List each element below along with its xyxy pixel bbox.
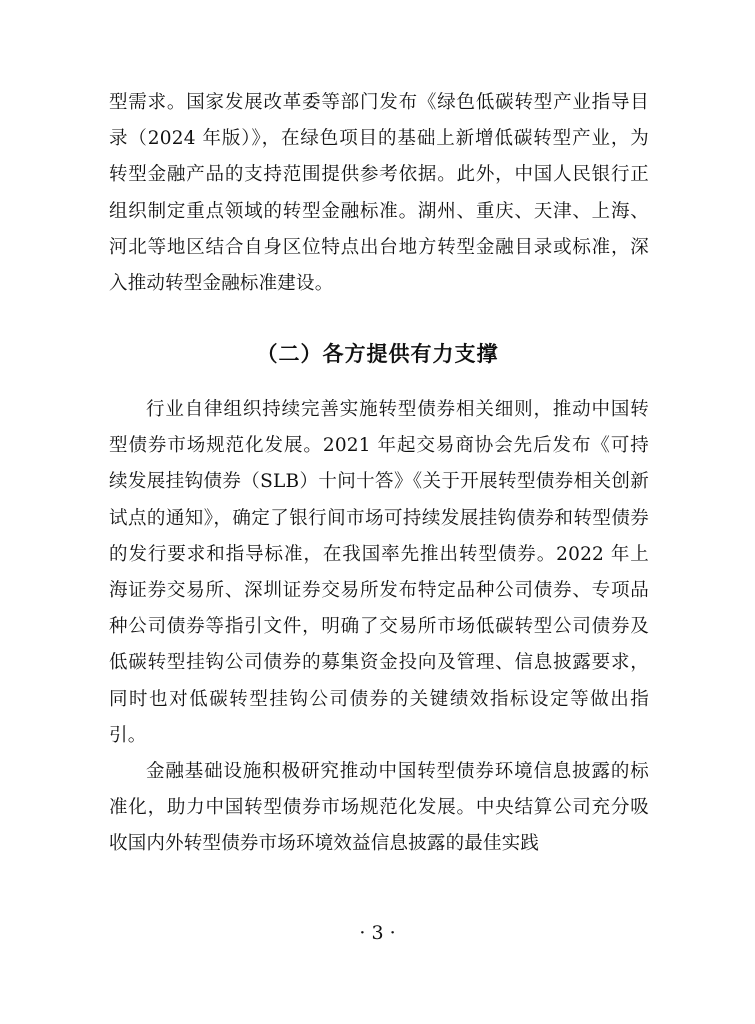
paragraph-financial-infrastructure: 金融基础设施积极研究推动中国转型债券环境信息披露的标准化，助力中国转型债券市场规范化发展。中央结算公司充分吸收国内外转型债券市场环境效益信息披露的最佳实践	[109, 761, 649, 855]
paragraph-continuation: 型需求。国家发展改革委等部门发布《绿色低碳转型产业指导目录（2024 年版）》，在绿色项目的基础上新增低碳转型产业，为转型金融产品的支持范围提供参考依据。此外，中国人民银行正组织制定重点领域的转型金融标准。湖州、重庆、天津、上海、河北等地区结合自身区位特点出台地方转型金融目录或标准，深入推动转型金融标准建设。	[109, 92, 649, 295]
page-number: · 3 ·	[359, 922, 396, 944]
section-heading: （二）各方提供有力支撑	[256, 342, 499, 366]
paragraph-industry-self-regulation: 行业自律组织持续完善实施转型债券相关细则，推动中国转型债券市场规范化发展。2021 年起交易商协会先后发布《可持续发展挂钩债券（SLB）十问十答》《关于开展转型债券相关创新试点的通知》，确定了银行间市场可持续发展挂钩债券和转型债券的发行要求和指导标准，在我国率先推出转型债券。2022 年上海证券交易所、深圳证券交易所发布特定品种公司债券、专项品种公司债券等指引文件，明确了交易所市场低碳转型公司债券及低碳转型挂钩公司债券的募集资金投向及管理、信息披露要求，同时也对低碳转型挂钩公司债券的关键绩效指标设定等做出指引。	[109, 399, 649, 746]
top-text-block	[109, 85, 649, 302]
body-text-block	[109, 392, 649, 863]
